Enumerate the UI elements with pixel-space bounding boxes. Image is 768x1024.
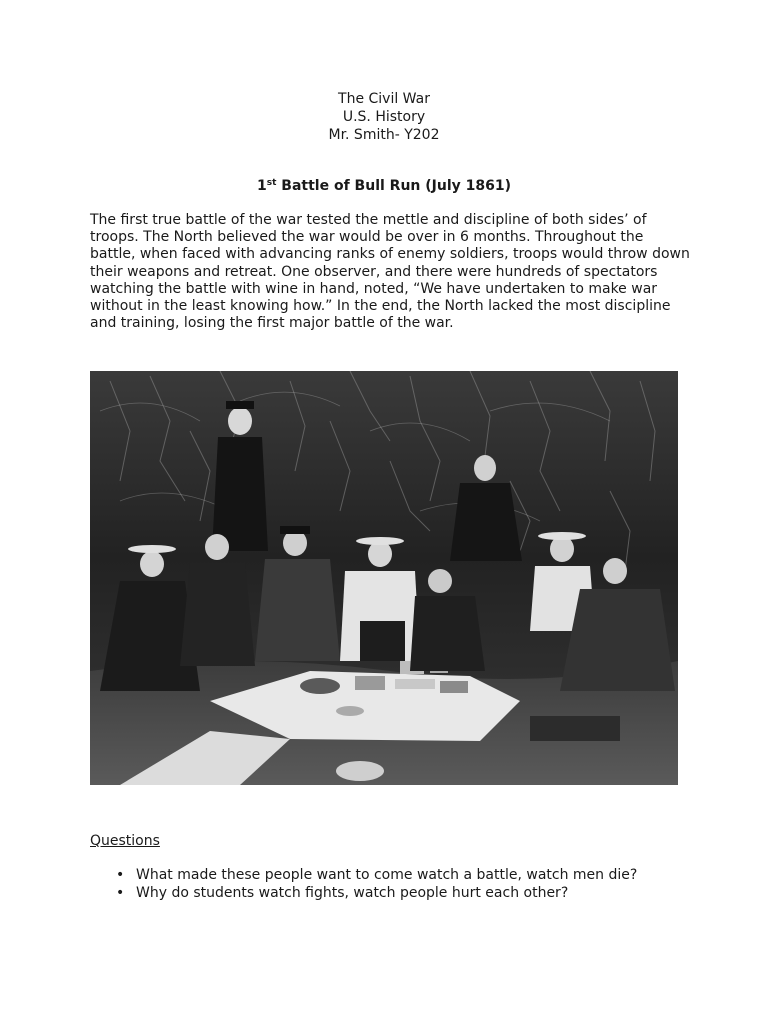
picnic-photo: [90, 371, 678, 785]
section-title: [0, 177, 768, 195]
questions-list: [90, 866, 637, 902]
question-item: [90, 866, 637, 884]
document-header: [0, 90, 768, 144]
title-ordinal-number: 1: [257, 178, 267, 194]
title-text: Battle of Bull Run (July 1861): [276, 178, 511, 194]
subject-name: U.S. History: [342, 109, 426, 125]
question-item: [90, 884, 637, 902]
title-ordinal-suffix: st: [266, 178, 277, 188]
bullet-icon: •: [116, 867, 125, 883]
question-text: What made these people want to come watch a battle, watch men die?: [136, 867, 638, 883]
body-paragraph: The first true battle of the war tested the mettle and discipline of both sides’ of troops. The North believed the war would be over in 6 months. Throughout the battle, when faced with advancing ranks of enemy soldiers, troops would throw down their weapons and retreat. One observer, and there were hundreds of spectators watching the battle with wine in hand, noted, “We have undertaken to make war without in the least knowing how.” In the end, the North lacked the most discipline and training, losing the first major battle of the war.: [90, 212, 690, 332]
questions-heading: Questions: [90, 833, 160, 849]
question-text: Why do students watch fights, watch people hurt each other?: [136, 885, 569, 901]
teacher-class: Mr. Smith- Y202: [328, 127, 440, 143]
bullet-icon: •: [116, 885, 125, 901]
picnic-photo-image: [90, 371, 678, 785]
course-title: The Civil War: [338, 91, 430, 107]
